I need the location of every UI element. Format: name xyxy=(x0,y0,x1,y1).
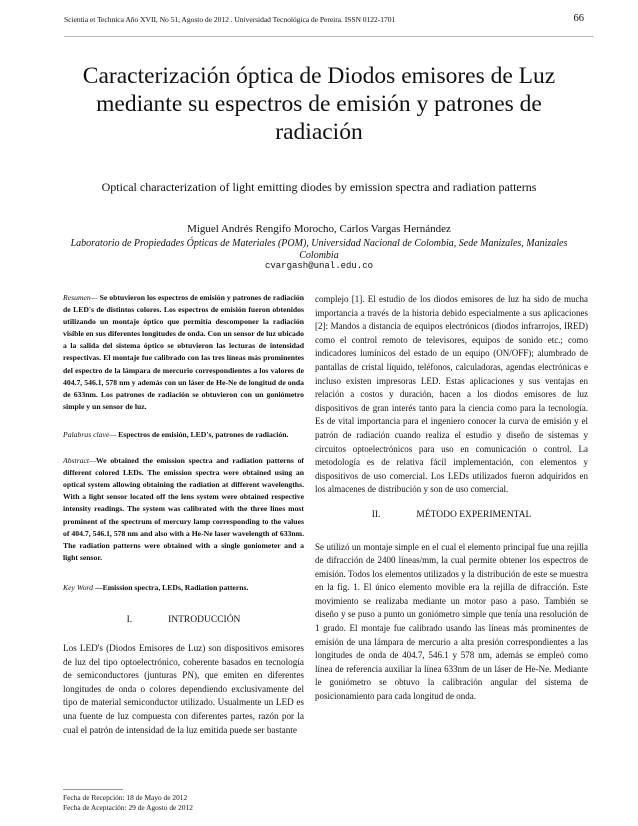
keyword-paragraph xyxy=(63,582,304,594)
footnote xyxy=(63,793,193,813)
right-column xyxy=(315,293,588,704)
resumen-label: Resumen— xyxy=(63,293,98,302)
section-number: I. xyxy=(126,614,133,625)
paper-title-english: Optical characterization of light emitting diodes by emission spectra and radiation patterns xyxy=(101,180,537,194)
section-heading-metodo xyxy=(315,509,588,523)
paper-title: Caracterización óptica de Diodos emisores de Luz mediante su espectros de emisión y patrones de radiación xyxy=(82,63,556,145)
author-email[interactable]: cvargash@unal.edu.co xyxy=(264,261,374,271)
resumen-paragraph xyxy=(63,292,304,413)
left-column xyxy=(63,292,304,737)
intro-continuation-paragraph: complejo [1]. El estudio de los diodos emisores de luz ha sido de mucha importancia a través de la historia debido especialmente a sus aplicaciones [2]: Mandos a distancia de equipos electrónicos (diodos infrarrojos, IRED) como el control remoto de televisores, equipos de sonido etc.; como indicadores lumínicos del estado de un equipo (ON/OFF); alumbrado de pantallas de cristal líquido, teléfonos, calculadoras, agendas electrónicas e incluso existen impresoras LED. Estas aplicaciones y sus ventajas en relación a costos y duración, hacen a los diodos emisores de luz dispositivos de gran interés tanto para la ciencia como para la tecnología. Es de vital importancia para el ingeniero conocer la curva de emisión y el patrón de radiación cuando realiza el estudio y diseño de sistemas y circuitos optoelectrónicos para uso en comunicación o control. La metodología es de relativa fácil implementación, con elementos y dispositivos de uso comercial. Los LEDs utilizados fueron adquiridos en los almacenes de distribución y son de uso comercial. xyxy=(315,294,588,495)
intro-paragraph: Los LED's (Diodos Emisores de Luz) son dispositivos emisores de luz del tipo optoelectrónico, coherente basados en tecnología de semiconductores (junturas PN), que emiten en diferentes longitudes de onda o colores dependiendo exclusivamente del tipo de material semiconductor utilizado. Usualmente un LED es una fuente de luz compuesta con diferentes partes, razón por la cual el patrón de intensidad de la luz emitida puede ser bastante xyxy=(63,642,304,735)
reception-date: Fecha de Recepción: 18 de Mayo de 2012 xyxy=(63,793,188,802)
palabras-clave-label: Palabras clave— xyxy=(63,429,117,439)
section-heading-introduccion xyxy=(63,614,304,627)
section-title: INTRODUCCIÓN xyxy=(168,614,241,625)
keyword-text: —Emission spectra, LEDs, Radiation patterns. xyxy=(92,582,249,592)
abstract-paragraph xyxy=(63,455,304,564)
acceptance-date: Fecha de Aceptación: 29 de Agosto de 2012 xyxy=(63,803,193,812)
method-paragraph: Se utilizó un montaje simple en el cual el elemento principal fue una rejilla de difracción de 2400 líneas/mm, la cual permite obtener los espectros de emisión. Todos los elementos utilizados y la distribución de este se muestra en la fig. 1. El único elemento movible era la rejilla de difracción. Este movimiento se realizaba mediante un motor paso a paso. También se diseño y se puso a punto un goniómetro simple que tenía una resolución de 1 grado. El montaje fue calibrado usando las líneas más prominentes de emisión de una lámpara de mercurio a alta presión correspondientes a las longitudes de onda de 404.7, 546.1 y 578 nm, además se empleó como línea de referencia auxiliar la línea 633nm de un láser de He-Ne. Mediante le goniómetro se obtuvo la calibración angular del sistema de posicionamiento para cada longitud de onda. xyxy=(315,541,588,702)
resumen-text: Se obtuvieron los espectros de emisión y patrones de radiación de LED's de distintos colores. Los espectros de emisión fueron obtenidos utilizando un montaje óptico que permitía descomponer la radiación visible en sus diferentes longitudes de onda. Con un sensor de luz ubicado a la salida del sistema óptico se obtuvieron las lecturas de intensidad respectivas. El montaje fue calibrado con las tres líneas más prominentes del espectro de la lámpara de mercurio correspondientes a los valores de 404.7, 546.1, 578 nm y además con un láser de He-Ne de longitud de onda de 633nm. Los patrones de radiación se obtuvieron con un goniómetro simple y un sensor de luz. xyxy=(63,293,304,411)
section-number: II. xyxy=(371,509,381,520)
journal-header: Scientia et Technica Año XVII, No 51, Agosto de 2012 . Universidad Tecnológica de Pereira. ISSN 0122-1701 xyxy=(64,15,396,24)
section-title: MÉTODO EXPERIMENTAL xyxy=(416,509,532,520)
abstract-label: Abstract— xyxy=(63,456,96,466)
keyword-label: Key Word xyxy=(63,582,93,592)
affiliation: Laboratorio de Propiedades Ópticas de Materiales (POM), Universidad Nacional de Colombia, Sede Manizales, Manizales Colombia xyxy=(70,238,568,261)
page-number: 66 xyxy=(573,13,584,24)
abstract-text: We obtained the emission spectra and radiation patterns of different colored LEDs. The emission spectra were obtained using an optical system allowing obtaining the radiation at different wavelengths. With a light sensor located off the lens system were obtained respective intensity readings. The system was calibrated with the three lines most prominent of the spectrum of mercury lamp corresponding to the values of 404.7, 546.1, 578 nm and also with a He-Ne laser wavelength of 633nm. The radiation patterns were obtained with a single goniometer and a light sensor. xyxy=(63,456,304,562)
footer-divider xyxy=(63,789,123,790)
palabras-clave-paragraph xyxy=(63,429,304,441)
palabras-clave-text: Espectros de emisión, LED's, patrones de radiación. xyxy=(116,429,289,439)
authors: Miguel Andrés Rengifo Morocho, Carlos Vargas Hernández xyxy=(187,223,451,235)
running-header xyxy=(64,8,594,37)
